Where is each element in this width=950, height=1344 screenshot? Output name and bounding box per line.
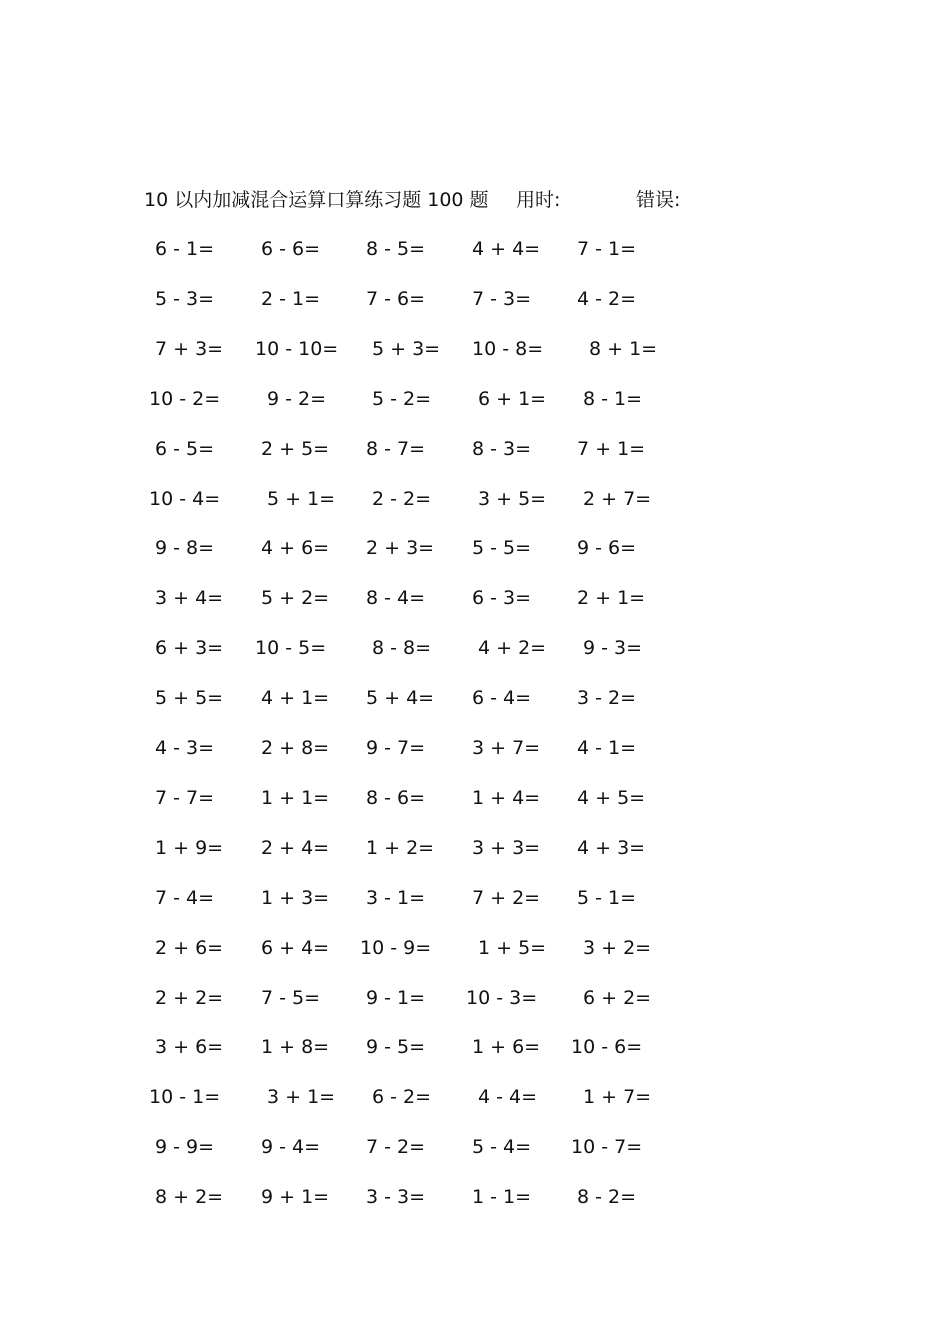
problem-item: 6 - 1= bbox=[155, 238, 215, 260]
problem-item: 1 + 3= bbox=[261, 887, 330, 909]
problem-item: 7 + 2= bbox=[472, 887, 541, 909]
problem-item: 2 + 2= bbox=[155, 987, 224, 1009]
problem-item: 8 - 4= bbox=[366, 587, 426, 609]
problem-item: 7 - 5= bbox=[261, 987, 321, 1009]
problem-item: 3 + 2= bbox=[583, 937, 652, 959]
problem-item: 8 - 3= bbox=[472, 438, 532, 460]
problem-item: 4 + 6= bbox=[261, 537, 330, 559]
problem-item: 4 + 5= bbox=[577, 787, 646, 809]
problem-item: 8 - 1= bbox=[583, 388, 643, 410]
problem-item: 10 - 4= bbox=[149, 488, 221, 510]
problem-item: 8 - 8= bbox=[372, 637, 432, 659]
problem-item: 1 + 8= bbox=[261, 1036, 330, 1058]
problem-item: 5 - 2= bbox=[372, 388, 432, 410]
problem-item: 5 - 1= bbox=[577, 887, 637, 909]
problem-item: 1 + 2= bbox=[366, 837, 435, 859]
problem-item: 3 + 1= bbox=[267, 1086, 336, 1108]
problem-item: 3 + 5= bbox=[478, 488, 547, 510]
problem-item: 6 + 4= bbox=[261, 937, 330, 959]
problem-item: 2 - 1= bbox=[261, 288, 321, 310]
problem-item: 4 + 1= bbox=[261, 687, 330, 709]
problem-item: 7 - 2= bbox=[366, 1136, 426, 1158]
problem-item: 7 - 7= bbox=[155, 787, 215, 809]
problem-item: 3 + 4= bbox=[155, 587, 224, 609]
problem-item: 8 - 2= bbox=[577, 1186, 637, 1208]
problem-item: 6 + 2= bbox=[583, 987, 652, 1009]
problem-item: 8 - 7= bbox=[366, 438, 426, 460]
problem-item: 2 + 4= bbox=[261, 837, 330, 859]
problem-item: 2 - 2= bbox=[372, 488, 432, 510]
problem-item: 4 - 1= bbox=[577, 737, 637, 759]
problem-item: 3 + 6= bbox=[155, 1036, 224, 1058]
problem-item: 6 + 3= bbox=[155, 637, 224, 659]
problem-item: 10 - 10= bbox=[255, 338, 339, 360]
problem-item: 8 - 6= bbox=[366, 787, 426, 809]
problem-item: 8 + 1= bbox=[589, 338, 658, 360]
problem-item: 10 - 3= bbox=[466, 987, 538, 1009]
problem-item: 6 - 5= bbox=[155, 438, 215, 460]
problem-item: 9 + 1= bbox=[261, 1186, 330, 1208]
problem-item: 10 - 6= bbox=[571, 1036, 643, 1058]
problem-item: 8 + 2= bbox=[155, 1186, 224, 1208]
problem-item: 2 + 1= bbox=[577, 587, 646, 609]
problem-item: 3 - 2= bbox=[577, 687, 637, 709]
problem-item: 9 - 8= bbox=[155, 537, 215, 559]
problem-item: 10 - 8= bbox=[472, 338, 544, 360]
problem-item: 2 + 3= bbox=[366, 537, 435, 559]
problem-item: 7 + 1= bbox=[577, 438, 646, 460]
problem-item: 5 + 5= bbox=[155, 687, 224, 709]
problem-item: 9 - 9= bbox=[155, 1136, 215, 1158]
problem-item: 1 - 1= bbox=[472, 1186, 532, 1208]
problem-item: 9 - 4= bbox=[261, 1136, 321, 1158]
problem-item: 5 + 4= bbox=[366, 687, 435, 709]
problem-item: 2 + 5= bbox=[261, 438, 330, 460]
problem-item: 1 + 1= bbox=[261, 787, 330, 809]
problem-item: 10 - 1= bbox=[149, 1086, 221, 1108]
problem-item: 4 - 2= bbox=[577, 288, 637, 310]
problem-item: 9 - 5= bbox=[366, 1036, 426, 1058]
problem-item: 6 - 6= bbox=[261, 238, 321, 260]
error-count-label: 错误: bbox=[636, 189, 681, 211]
problem-item: 4 + 2= bbox=[478, 637, 547, 659]
problem-item: 1 + 4= bbox=[472, 787, 541, 809]
problem-item: 3 + 7= bbox=[472, 737, 541, 759]
problem-item: 7 - 6= bbox=[366, 288, 426, 310]
problem-item: 4 - 4= bbox=[478, 1086, 538, 1108]
problem-item: 7 - 3= bbox=[472, 288, 532, 310]
problem-item: 10 - 7= bbox=[571, 1136, 643, 1158]
problem-item: 10 - 5= bbox=[255, 637, 327, 659]
problem-item: 6 - 3= bbox=[472, 587, 532, 609]
problem-item: 5 + 2= bbox=[261, 587, 330, 609]
problem-item: 9 - 2= bbox=[267, 388, 327, 410]
problem-item: 7 - 4= bbox=[155, 887, 215, 909]
problem-item: 9 - 3= bbox=[583, 637, 643, 659]
problem-item: 1 + 5= bbox=[478, 937, 547, 959]
worksheet-title: 10 以内加减混合运算口算练习题 100 题 bbox=[144, 189, 489, 211]
problem-item: 3 + 3= bbox=[472, 837, 541, 859]
problem-item: 1 + 9= bbox=[155, 837, 224, 859]
problem-item: 1 + 6= bbox=[472, 1036, 541, 1058]
time-used-label: 用时: bbox=[516, 189, 561, 211]
problem-item: 9 - 6= bbox=[577, 537, 637, 559]
problem-item: 5 - 5= bbox=[472, 537, 532, 559]
problem-item: 5 + 1= bbox=[267, 488, 336, 510]
problem-item: 10 - 2= bbox=[149, 388, 221, 410]
problem-item: 2 + 8= bbox=[261, 737, 330, 759]
problem-item: 6 - 4= bbox=[472, 687, 532, 709]
problem-item: 5 - 3= bbox=[155, 288, 215, 310]
problem-item: 4 - 3= bbox=[155, 737, 215, 759]
problem-item: 6 + 1= bbox=[478, 388, 547, 410]
problem-item: 1 + 7= bbox=[583, 1086, 652, 1108]
problem-item: 4 + 4= bbox=[472, 238, 541, 260]
problem-item: 8 - 5= bbox=[366, 238, 426, 260]
problem-item: 4 + 3= bbox=[577, 837, 646, 859]
problem-item: 2 + 7= bbox=[583, 488, 652, 510]
problem-item: 3 - 1= bbox=[366, 887, 426, 909]
problem-item: 9 - 7= bbox=[366, 737, 426, 759]
problem-item: 2 + 6= bbox=[155, 937, 224, 959]
problem-item: 7 + 3= bbox=[155, 338, 224, 360]
problem-item: 5 - 4= bbox=[472, 1136, 532, 1158]
problem-item: 6 - 2= bbox=[372, 1086, 432, 1108]
problem-item: 5 + 3= bbox=[372, 338, 441, 360]
problem-item: 3 - 3= bbox=[366, 1186, 426, 1208]
problem-item: 10 - 9= bbox=[360, 937, 432, 959]
problem-item: 7 - 1= bbox=[577, 238, 637, 260]
problem-item: 9 - 1= bbox=[366, 987, 426, 1009]
